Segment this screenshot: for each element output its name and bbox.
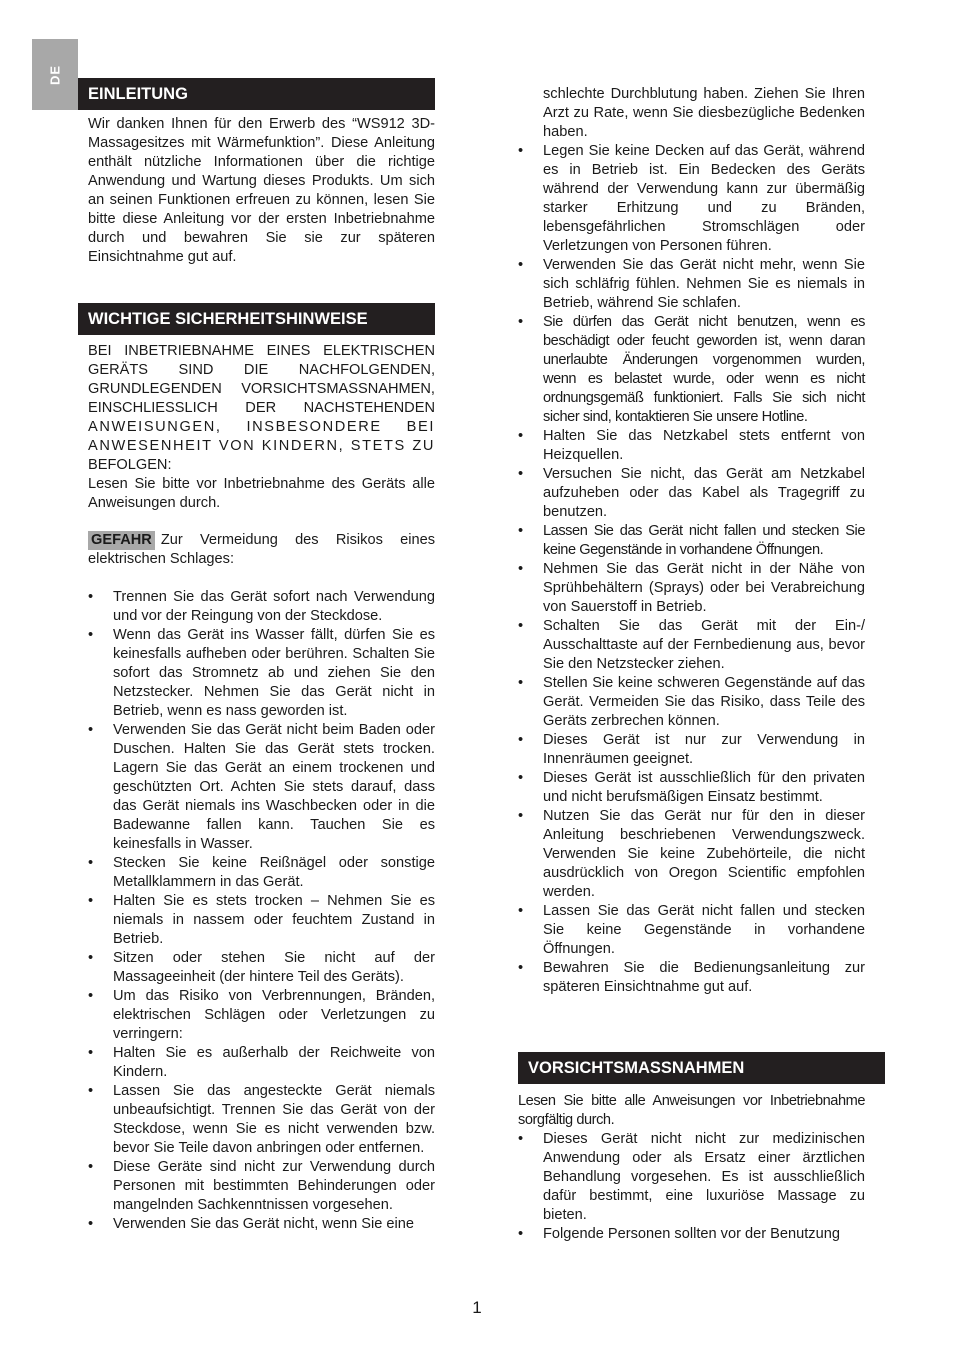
vorsicht-section [518, 1052, 875, 1244]
list-item: • Nehmen Sie das Gerät nicht in der Nähe von Sprühbehältern (Sprays) oder bei Verabreichung von Sauerstoff in Betrieb. [518, 560, 865, 617]
list-item: • Dieses Gerät ist ausschließlich für den privaten und nicht berufsmäßigen Einsatz bestimmt. [518, 769, 865, 807]
list-item: • Bewahren Sie die Bedienungsanleitung zur späteren Einsichtnahme gut auf. [518, 959, 865, 997]
list-item: • Diese Geräte sind nicht zur Verwendung durch Personen mit bestimmten Behinderungen oder mangelnden Sachkenntnissen vorgesehen. [88, 1158, 435, 1215]
right-column [543, 85, 865, 142]
list-item: • Verwenden Sie das Gerät nicht, wenn Sie eine [88, 1215, 435, 1234]
list-item: • Lassen Sie das Gerät nicht fallen und stecken Sie keine Gegenstände in vorhandene Öffnungen. [518, 902, 865, 959]
list-item: • Dieses Gerät ist nur zur Verwendung in Innenräumen geeignet. [518, 731, 865, 769]
danger-text: Zur Vermeidung des Risikos eines elektrischen Schlages: [88, 532, 435, 567]
language-label: DE [47, 64, 63, 85]
list-item: • Wenn das Gerät ins Wasser fällt, dürfen Sie es keinesfalls aufheben oder berühren. Schalten Sie sofort das Stromnetz ab und ziehen Sie den Netzstecker. Nehmen Sie das Gerät nicht in Betrieb, wenn es nass geworden ist. [88, 626, 435, 721]
safety-read-note: Lesen Sie bitte vor Inbetriebnahme des Geräts alle Anweisungen durch. [88, 476, 435, 511]
list-item: • Nutzen Sie das Gerät nur für den in dieser Anleitung beschriebenen Verwendungszweck. Verwenden Sie keine Zubehörteile, die nicht ausdrücklich von Oregon Scientific empfohlen werden. [518, 807, 865, 902]
list-item: • Um das Risiko von Verbrennungen, Bränden, elektrischen Schlägen oder Verletzungen zu verringern: [88, 987, 435, 1044]
list-item: • Trennen Sie das Gerät sofort nach Verwendung und vor der Reingung von der Steckdose. [88, 588, 435, 626]
danger-badge: GEFAHR [88, 531, 155, 550]
list-item: • Legen Sie keine Decken auf das Gerät, während es in Betrieb ist. Ein Bedecken des Geräts während der Verwendung kann zur übermäßig starker Erhitzung und zu Bränden, lebensgefährlichen Stromschlägen oder Verletzungen von Personen führen. [518, 142, 865, 256]
language-tab [32, 39, 78, 110]
vorsicht-list [518, 1130, 865, 1244]
list-item: • Stellen Sie keine schweren Gegenstände auf das Gerät. Vermeiden Sie das Risiko, dass Teile des Geräts zerbrechen können. [518, 674, 865, 731]
section-heading-vorsicht: VORSICHTSMASSNAHMEN [518, 1052, 885, 1084]
danger-note [88, 531, 435, 569]
section-heading-sicherheit: WICHTIGE SICHERHEITSHINWEISE [78, 303, 435, 335]
list-item: • Halten Sie das Netzkabel stets entfernt von Heizquellen. [518, 427, 865, 465]
list-item: • Halten Sie es außerhalb der Reichweite von Kindern. [88, 1044, 435, 1082]
right-column-list [518, 142, 865, 997]
list-item: • Lassen Sie das angesteckte Gerät niemals unbeaufsichtigt. Trennen Sie das Gerät von der Steckdose, wenn Sie es nicht verwenden bzw. bevor Sie Teile davon anbringen oder entfernen. [88, 1082, 435, 1158]
continuation-text: schlechte Durchblutung haben. Ziehen Sie Ihren Arzt zu Rate, wenn Sie diesbezügliche Bedenken haben. [543, 86, 865, 140]
page-number: 1 [472, 1298, 482, 1317]
list-item: • Stecken Sie keine Reißnägel oder sonstige Metallklammern in das Gerät. [88, 854, 435, 892]
left-column [88, 78, 435, 1234]
list-item: • Sie dürfen das Gerät nicht benutzen, wenn es beschädigt oder feucht geworden ist, wenn daran unerlaubte Änderungen vorgenommen wurden, wenn es belastet wurde, oder wenn es nicht ordnungsgemäß funktioniert. Falls Sie sich nicht sicher sind, kontaktieren Sie unsere Hotline. [518, 313, 865, 427]
safety-list-right [518, 142, 865, 997]
list-item: • Folgende Personen sollten vor der Benutzung [518, 1225, 865, 1244]
vorsicht-intro: Lesen Sie bitte alle Anweisungen vor Inbetriebnahme sorgfältig durch. [518, 1093, 865, 1128]
safety-caps-line1: BEI INBETRIEBNAHME EINES ELEKTRISCHEN GERÄTS SIND DIE NACHFOLGENDEN, GRUNDLEGENDEN VORSICHTSMASSNAHMEN, EINSCHLIESSLICH DER NACHSTEHENDEN [88, 343, 435, 416]
section-heading-einleitung: EINLEITUNG [78, 78, 435, 110]
list-item: • Halten Sie es stets trocken – Nehmen Sie es niemals in nassem oder feuchtem Zustand in Betrieb. [88, 892, 435, 949]
list-item: • Verwenden Sie das Gerät nicht beim Baden oder Duschen. Halten Sie das Gerät stets trocken. Lagern Sie das Gerät an einem trockenen und geschützten Ort. Achten Sie stets darauf, dass das Gerät niemals ins Waschbecken oder in die Badewanne fallen kann. Tauchen Sie es keinesfalls in Wasser. [88, 721, 435, 854]
list-item: • Lassen Sie das Gerät nicht fallen und stecken Sie keine Gegenstände in vorhandene Öffnungen. [518, 522, 865, 560]
intro-paragraph: Wir danken Ihnen für den Erwerb des “WS912 3D-Massagesitzes mit Wärmefunktion”. Diese Anleitung enthält nützliche Informationen über die richtige Anwendung und Wartung dieses Produkts. Um sich an seinen Funktionen erfreuen zu können, lesen Sie bitte diese Anleitung vor der ersten Inbetriebnahme durch und bewahren Sie sie zur späteren Einsichtnahme gut auf. [88, 116, 435, 265]
safety-caps-text [88, 342, 435, 475]
list-item: • Versuchen Sie nicht, das Gerät am Netzkabel aufzuheben oder das Kabel als Tragegriff zu benutzen. [518, 465, 865, 522]
list-item: • Sitzen oder stehen Sie nicht auf der Massageeinheit (der hintere Teil des Geräts). [88, 949, 435, 987]
safety-caps-line3: BEFOLGEN: [88, 457, 172, 473]
safety-caps-line2: ANWEISUNGEN, INSBESONDERE BEI ANWESENHEIT VON KINDERN, STETS ZU [88, 419, 435, 454]
list-item: • Dieses Gerät nicht nicht zur medizinischen Anwendung oder als Ersatz einer ärztlichen Behandlung vorgesehen. Es ist ausschließlich dafür bestimmt, eine luxuriöse Massage zu bieten. [518, 1130, 865, 1225]
safety-list-left [88, 588, 435, 1234]
list-item: • Verwenden Sie das Gerät nicht mehr, wenn Sie sich schläfrig fühlen. Nehmen Sie es niemals in Betrieb, während Sie schlafen. [518, 256, 865, 313]
list-item: • Schalten Sie das Gerät mit der Ein-/ Ausschalttaste auf der Fernbedienung aus, bevor Sie den Netzstecker ziehen. [518, 617, 865, 674]
